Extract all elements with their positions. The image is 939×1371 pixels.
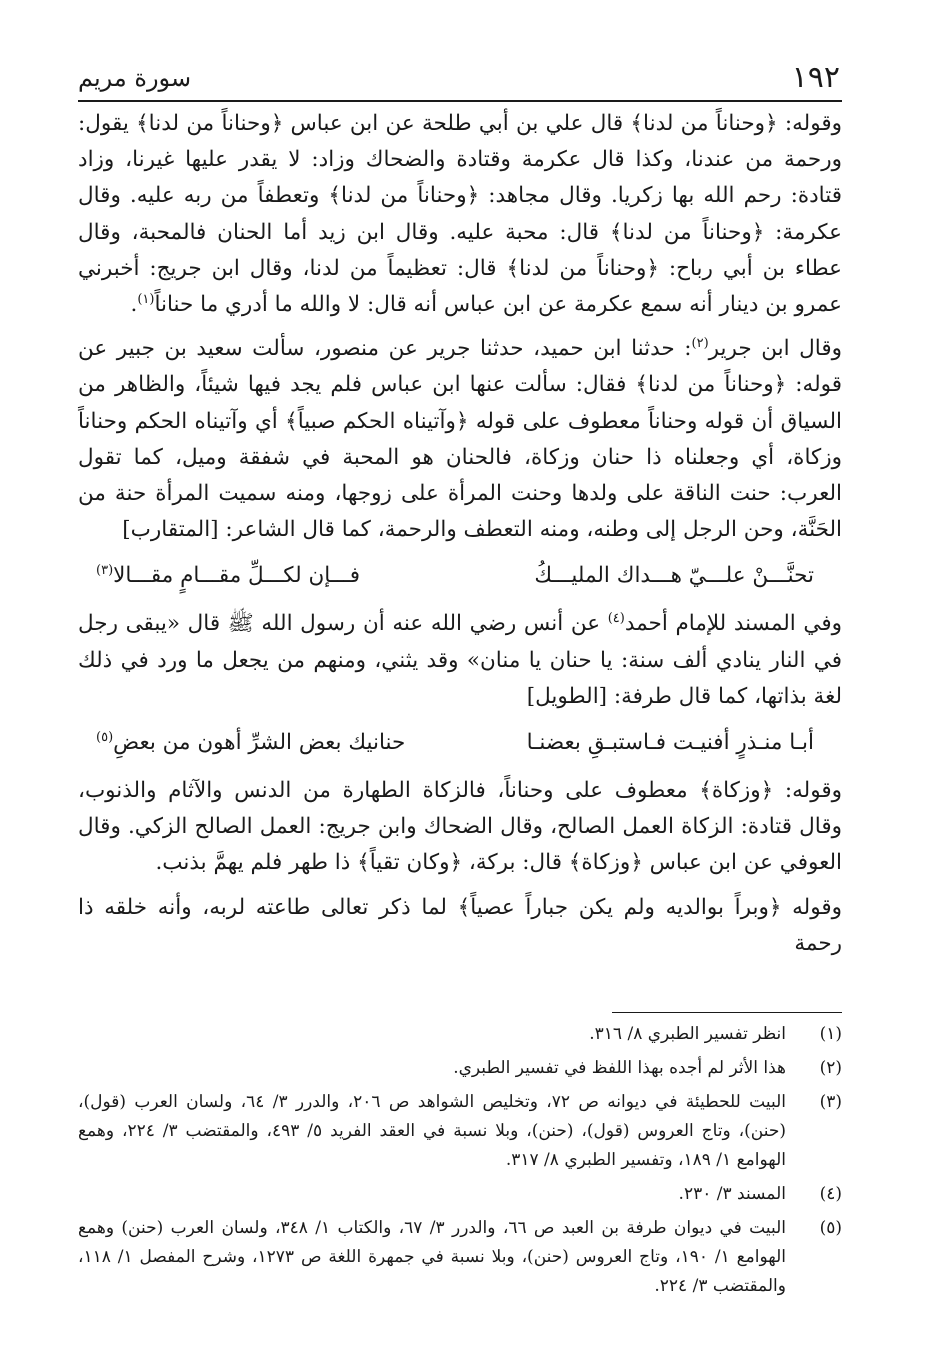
- paragraph-4: وقوله: ﴿وزكاة﴾ معطوف على وحناناً، فالزكاة الطهارة من الدنس والآثام والذنوب، وقال قتادة: الزكاة العمل الصالح، وقال الضحاك وابن جريج: العمل الصالح الزكي. وقال العوفي عن ابن عباس ﴿وزكاة﴾ قال: بركة، ﴿وكان تقياً﴾ ذا طهر فلم يهمَّ بذنب.: [78, 778, 842, 876]
- footnote-3-text: البيت للحطيئة في ديوانه ص ٧٢، وتخليص الشواهد ص ٢٠٦، والدرر ٣/ ٦٤، ولسان العرب (قول)، (حنن)، وتاج العروس (قول)، (حنن)، وبلا نسبة في العقد الفريد ٥/ ٤٩٣، والمقتضب ٣/ ٢٢٤، وهمع الهوامع ١/ ١٨٩، وتفسير الطبري ٨/ ٣١٧.: [78, 1092, 787, 1170]
- note-ref-4[interactable]: (٤): [607, 611, 625, 627]
- footnote-2: [78, 1054, 842, 1083]
- paragraph-1-text: وقوله: ﴿وحناناً من لدنا﴾ قال علي بن أبي طلحة عن ابن عباس ﴿وحناناً من لدنا﴾ يقول: ورحمة من عندنا، وكذا قال عكرمة وقتادة والضحاك وزاد: لا يقدر عليها غيرنا، وزاد قتادة: رحم الله بها زكريا. وقال مجاهد: ﴿وحناناً من لدنا﴾ وتعطفاً من ربه عليه. وقال عكرمة: ﴿وحناناً من لدنا﴾ قال: محبة عليه. وقال ابن زيد أما الحنان فالمحبة، وقال عطاء بن أبي رباح: ﴿وحناناً من لدنا﴾ قال: تعظيماً من لدنا، وقال ابن جريج: أخبرني عمرو بن دينار أنه سمع عكرمة عن ابن عباس أنه قال: لا والله ما أدري ما حناناً: [78, 111, 842, 318]
- footnote-1-text: انظر تفسير الطبري ٨/ ٣١٦.: [589, 1024, 786, 1044]
- footnote-4-number: (٤): [819, 1184, 842, 1204]
- paragraph-2-text: : حدثنا ابن حميد، حدثنا جرير عن منصور، سألت سعيد بن جبير عن قوله: ﴿وحناناً من لدنا﴾ فقال: سألت عنها ابن عباس فلم يجد فيها شيئاً، والظاهر من السياق أن قوله وحناناً معطوف على قوله ﴿وآتيناه الحكم صبياً﴾ أي وآتيناه الحكم وحناناً وزكاة، أي وجعلناه ذا حنان وزكاة، فالحنان هو المحبة في شفقة وميل، كما تقول العرب: حنت الناقة على ولدها وحنت المرأة على زوجها، ومنه سميت المرأة حنة من الحَنَّة، وحن الرجل إلى وطنه، ومنه التعطف والرحمة، كما قال الشاعر: [المتقارب]: [78, 336, 842, 543]
- verse-1-first-hemistich: تحنَّـــنْ علـــيّ هـــداك المليـــكُ: [534, 563, 814, 589]
- paragraph-5: وقوله ﴿وبراً بوالديه ولم يكن جباراً عصياً﴾ لما ذكر تعالى طاعته لربه، وأنه خلقه ذا رحمة: [78, 894, 842, 956]
- poetry-verse-1: [78, 556, 842, 596]
- footnote-separator: [612, 1012, 842, 1013]
- footnote-2-text: هذا الأثر لم أجده بهذا اللفظ في تفسير الطبري.: [453, 1058, 786, 1078]
- footnote-3: [78, 1088, 842, 1175]
- note-ref-2[interactable]: (٢): [691, 336, 709, 352]
- footnote-4-text: المسند ٣/ ٢٣٠.: [678, 1184, 786, 1204]
- poetry-verse-2: [78, 723, 842, 763]
- paragraph-2: [78, 331, 842, 548]
- paragraph-2-start: وقال ابن جرير: [708, 336, 842, 362]
- footnotes: [78, 1020, 842, 1306]
- footnote-1-number: (١): [819, 1024, 842, 1044]
- footnote-5-number: (٥): [819, 1218, 842, 1238]
- verse-2-second-hemistich: [96, 723, 405, 763]
- verse-2-first-hemistich: أبـا منـذرٍ أفنيـت فـاستبـقِ بعضنـا: [526, 730, 814, 756]
- main-text: [78, 106, 842, 970]
- header-rule: [78, 100, 842, 102]
- note-ref-3[interactable]: (٣): [96, 563, 114, 579]
- paragraph-3-start: وفي المسند للإمام أحمد: [624, 611, 842, 637]
- note-ref-1[interactable]: (١): [137, 291, 155, 307]
- verse-2-second-text: حنانيك بعض الشرِّ أهون من بعضِ: [113, 730, 406, 756]
- footnote-3-number: (٣): [819, 1092, 842, 1112]
- footnote-5: [78, 1214, 842, 1301]
- paragraph-3: [78, 606, 842, 715]
- note-ref-5[interactable]: (٥): [96, 729, 114, 745]
- verse-1-second-text: فـــإن لكـــلِّ مقـــامٍ مقـــالا: [113, 563, 361, 589]
- surah-title: سورة مريم: [78, 64, 192, 92]
- footnote-5-text: البيت في ديوان طرفة بن العبد ص ٦٦، والدرر ٣/ ٦٧، والكتاب ١/ ٣٤٨، ولسان العرب (حنن) وهمع الهوامع ١/ ١٩٠، وتاج العروس (حنن)، وبلا نسبة في جمهرة اللغة ص ١٢٧٣، وشرح المفصل ١/ ١١٨، والمقتضب ٣/ ٢٢٤.: [78, 1218, 787, 1296]
- footnote-4: [78, 1180, 842, 1209]
- page-header: [78, 58, 840, 98]
- paragraph-3-text: عن أنس رضي الله عنه أن رسول الله ﷺ قال «يبقى رجل في النار ينادي ألف سنة: يا حنان يا منان» وقد يثني، ومنهم من يجعل ما ورد في ذلك لغة بذاتها، كما قال طرفة: [الطويل]: [78, 611, 842, 709]
- verse-1-second-hemistich: [96, 556, 360, 596]
- page-number: ١٩٢: [791, 60, 840, 95]
- footnote-1: [78, 1020, 842, 1049]
- footnote-2-number: (٢): [819, 1058, 842, 1078]
- paragraph-1: وقوله: ﴿وحناناً من لدنا﴾ قال علي بن أبي طلحة عن ابن عباس ﴿وحناناً من لدنا﴾ يقول: ورحمة من عندنا، وكذا قال عكرمة وقتادة والضحاك وزاد: لا يقدر عليها غيرنا، وزاد قتادة: رحم الله بها زكريا. وقال مجاهد: ﴿وحناناً من لدنا﴾ وتعطفاً من ربه عليه. وقال عكرمة: ﴿وحناناً من لدنا﴾ قال: محبة عليه. وقال ابن زيد أما الحنان فالمحبة، وقال عطاء بن أبي رباح: ﴿وحناناً من لدنا﴾ قال: تعظيماً من لدنا، وقال ابن جريج: أخبرني عمرو بن دينار أنه سمع عكرمة عن ابن عباس أنه قال: لا والله ما أدري ما حناناً$^{(١)}$.: [78, 111, 842, 318]
